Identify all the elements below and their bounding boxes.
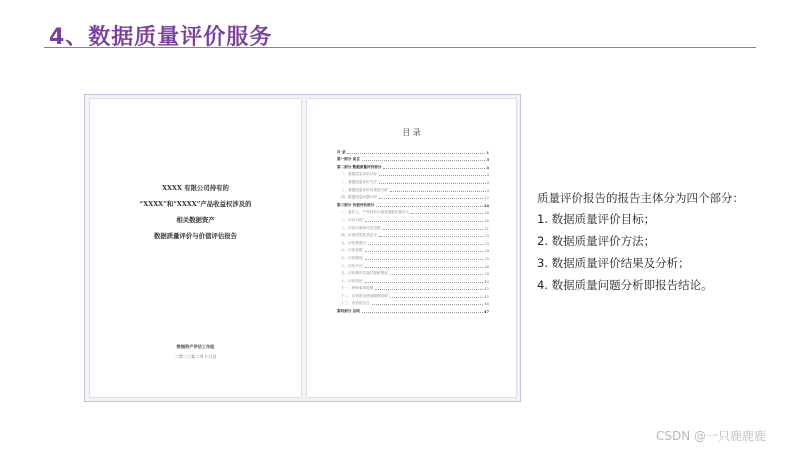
description-item: 3. 数据质量评价结果及分析； (537, 256, 690, 270)
toc-entry-label: 十二、评估报告使用限制说明 (341, 293, 388, 298)
toc-entry (337, 299, 489, 307)
cover-title-line-4: 数据质量评价与价值评估报告 (153, 232, 238, 240)
toc-leader-dots (368, 244, 483, 245)
toc-entry (337, 185, 489, 193)
toc-entry (337, 291, 489, 299)
toc-entry (337, 147, 489, 155)
toc-entry-page: 6 (486, 180, 489, 185)
toc-entry-label: 一、委托人、产权持有人和其他报告使用人 (341, 210, 410, 215)
toc-leader-dots (362, 312, 483, 313)
toc-entry-page: 30 (484, 218, 489, 223)
toc-entry-label: 九、评估程序实施过程和情况 (341, 271, 388, 276)
toc-page (306, 98, 517, 398)
toc-leader-dots (365, 259, 484, 260)
toc-entry-label: 二、评估目的 (341, 217, 363, 222)
toc-entry (337, 208, 489, 216)
toc-leader-dots (379, 175, 486, 176)
toc-leader-dots (411, 213, 483, 214)
toc-entry (337, 170, 489, 178)
toc-leader-dots (383, 229, 484, 230)
toc-entry-page: 24 (483, 203, 489, 208)
toc-entry-label: 七、评估假设 (341, 255, 363, 260)
toc-entry-label: 二、数据质量评价方法 (341, 179, 377, 184)
toc-leader-dots (390, 297, 484, 298)
toc-entry-label: 五、评估基准日 (341, 240, 367, 245)
toc-entry-page: 3 (486, 158, 489, 163)
csdn-watermark: CSDN @一只鹿鹿鹿 (656, 429, 767, 443)
toc-entry-label: 第四部分 总结 (337, 309, 360, 314)
cover-date: 二零二三年二月十六日 (174, 354, 217, 359)
toc-entry-page: 40 (484, 279, 489, 284)
toc-leader-dots (390, 191, 486, 192)
toc-leader-dots (365, 267, 484, 268)
toc-entry-label: 四、数据质量问题分析 (341, 195, 377, 200)
toc-entry (337, 155, 489, 163)
toc-entry (337, 200, 489, 208)
toc-entry (337, 269, 489, 277)
toc-entry (337, 253, 489, 261)
description-item: 2. 数据质量评价方法； (537, 234, 656, 248)
toc-entry-page: 33 (484, 241, 489, 246)
cover-page (89, 98, 302, 398)
toc-entry-label: 目 录 (337, 149, 346, 154)
toc-entry-page: 46 (484, 302, 489, 307)
cover-organization: 数据资产评估工作组 (176, 344, 215, 349)
toc-leader-dots (379, 198, 483, 199)
toc-leader-dots (379, 236, 483, 237)
description-list (537, 211, 777, 293)
toc-entry-label: 三、数据质量评价结果及分析 (341, 187, 388, 192)
toc-leader-dots (375, 289, 483, 290)
toc-entry (337, 193, 489, 201)
toc-leader-dots (347, 153, 485, 154)
toc-leader-dots (372, 304, 484, 305)
cover-title-line-3: 相关数据资产 (176, 216, 215, 224)
toc-list (337, 147, 489, 314)
slide-title: 4、数据质量评价服务 (49, 25, 273, 50)
document-preview (84, 94, 521, 402)
toc-entry (337, 261, 489, 269)
toc-entry-label: 四、价值类型及其定义 (341, 233, 377, 238)
toc-leader-dots (362, 160, 486, 161)
toc-entry-page: 1 (486, 150, 489, 155)
toc-leader-dots (379, 183, 486, 184)
toc-entry (337, 276, 489, 284)
toc-heading: 目 录 (402, 128, 421, 137)
toc-entry (337, 162, 489, 170)
toc-entry-page: 12 (484, 196, 489, 201)
toc-entry (337, 177, 489, 185)
description-intro: 质量评价报告的报告主体分为四个部分： (537, 191, 744, 205)
toc-entry-page: 4 (486, 165, 489, 170)
toc-entry (337, 223, 489, 231)
toc-entry-label: 一、数据质量评价目标 (341, 172, 377, 177)
toc-entry (337, 238, 489, 246)
toc-entry-label: 第一部分 前言 (337, 157, 360, 162)
toc-entry-page: 34 (484, 249, 489, 254)
toc-entry-page: 8 (486, 188, 489, 193)
toc-entry-page: 45 (484, 294, 489, 299)
toc-entry (337, 246, 489, 254)
toc-leader-dots (390, 274, 484, 275)
toc-entry-label: 八、评估方法 (341, 263, 363, 268)
toc-entry-page: 31 (484, 226, 489, 231)
toc-entry (337, 231, 489, 239)
toc-entry-page: 35 (484, 256, 489, 261)
description-item: 4. 数据质量问题分析即报告结论。 (537, 278, 713, 292)
toc-leader-dots (383, 168, 485, 169)
toc-entry-page: 4 (486, 173, 489, 178)
toc-entry-page: 42 (484, 287, 489, 292)
toc-entry-label: 第二部分 数据质量评价部分 (337, 164, 382, 169)
toc-entry-label: 第三部分 价值评估部分 (337, 202, 375, 207)
toc-entry-label: 三、评估对象和评估范围 (341, 225, 381, 230)
toc-leader-dots (365, 221, 484, 222)
toc-entry (337, 306, 489, 314)
toc-leader-dots (365, 251, 484, 252)
toc-leader-dots (376, 206, 483, 207)
toc-entry (337, 215, 489, 223)
toc-entry-page: 28 (484, 211, 489, 216)
toc-entry (337, 284, 489, 292)
toc-entry-page: 33 (484, 234, 489, 239)
description-item: 1. 数据质量评价目标； (537, 212, 656, 226)
toc-entry-label: 十、评估结论 (341, 278, 363, 283)
toc-entry-label: 十三、评估报告日 (341, 301, 370, 306)
toc-entry-label: 六、评估依据 (341, 248, 363, 253)
toc-entry-page: 38 (484, 272, 489, 277)
cover-title-line-2: “XXXX”和“XXXX”产品收益权涉及的 (139, 200, 252, 208)
toc-entry-page: 47 (483, 310, 489, 315)
toc-leader-dots (365, 282, 484, 283)
toc-entry-label: 十一、特别事项说明 (341, 286, 374, 291)
toc-entry-page: 36 (484, 264, 489, 269)
title-underline (44, 47, 756, 48)
report-description (537, 190, 777, 299)
cover-title-line-1: XXXX 有限公司持有的 (162, 184, 229, 192)
